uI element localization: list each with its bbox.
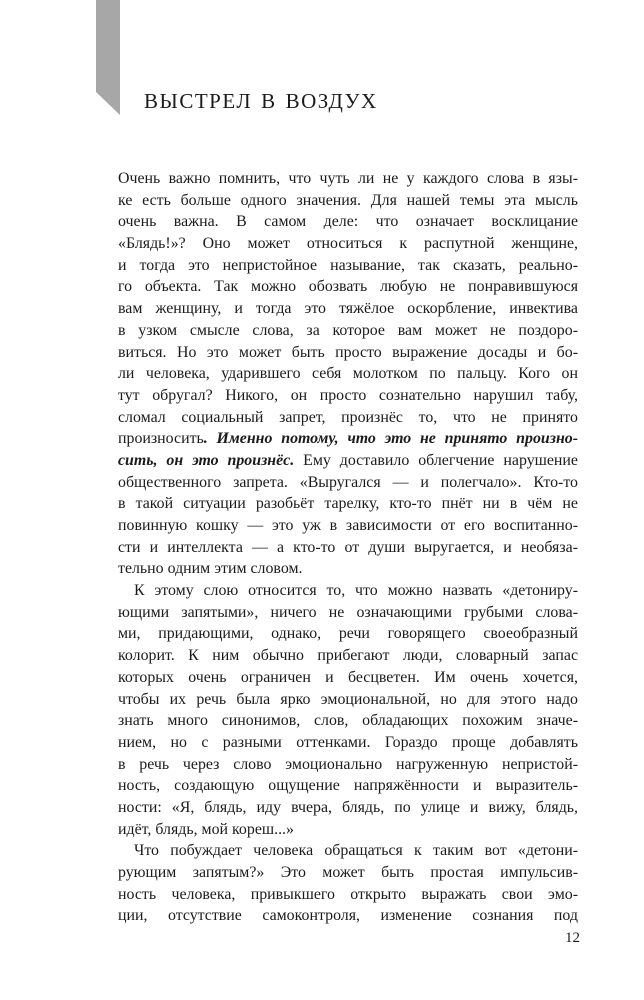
text-line [118, 840, 578, 862]
line-text: в речь через слово эмоционально нагруженную непристой- [118, 755, 578, 773]
line-text: вам женщину, и тогда это тяжёлое оскорбление, инвектива [118, 300, 578, 318]
text-line [118, 233, 578, 255]
text-line [118, 754, 578, 776]
text-line [118, 819, 578, 841]
line-text: сти и интеллекта — а кто-то от души выругается, и необяза- [118, 538, 578, 556]
line-text: виться. Но это может быть просто выражение досады и бо- [118, 343, 578, 361]
text-line [118, 190, 578, 212]
page-number: 12 [565, 930, 580, 946]
line-text: Что побуждает человека обращаться к таким вот «детони- [134, 842, 578, 860]
line-text: ли человека, ударившего себя молотком по пальцу. Кого он [118, 365, 578, 383]
text-line [118, 493, 578, 515]
line-text: ми, придающими, однако, речи говорящего своеобразный [118, 625, 578, 643]
text-line [118, 428, 578, 450]
line-text: идёт, блядь, мой кореш...» [118, 820, 294, 838]
text-line [118, 211, 578, 233]
text-line [118, 623, 578, 645]
emphasized-text: . Именно потому, что это не принято произно- [203, 430, 578, 448]
line-text: произносить [118, 430, 204, 448]
line-text: знать много синонимов, слов, обладающих похожим значе- [118, 712, 578, 730]
text-line [118, 905, 578, 927]
text-line [118, 255, 578, 277]
text-line [118, 775, 578, 797]
text-line [118, 363, 578, 385]
text-line [118, 276, 578, 298]
text-line [118, 797, 578, 819]
text-line [118, 515, 578, 537]
chapter-title: выстрел в воздух [144, 82, 378, 115]
line-text: ность, создающую ощущение напряжённости и выразитель- [118, 777, 578, 795]
text-line [118, 385, 578, 407]
text-line [118, 298, 578, 320]
text-line [118, 537, 578, 559]
text-line [118, 710, 578, 732]
line-text: тельно одним этим словом. [118, 560, 303, 578]
line-text: го объекта. Так можно обозвать любую не понравившуюся [118, 278, 578, 296]
body-text [118, 168, 578, 927]
line-text: сломал социальный запрет, произнёс то, что не принято [118, 408, 578, 426]
line-text: в такой ситуации разобьёт тарелку, кто-то пнёт ни в чём не [118, 495, 578, 513]
text-line [118, 732, 578, 754]
line-text: ющими запятыми», ничего не означающими грубыми слова- [118, 603, 578, 621]
text-line [118, 450, 578, 472]
text-line [118, 689, 578, 711]
line-text: ке есть больше одного значения. Для нашей темы эта мысль [118, 191, 578, 209]
line-text: «Блядь!»? Оно может относиться к распутной женщине, [118, 235, 578, 253]
text-line [118, 580, 578, 602]
text-line [118, 558, 578, 580]
text-line [118, 884, 578, 906]
text-line [118, 320, 578, 342]
text-line [118, 645, 578, 667]
line-text: Очень важно помнить, что чуть ли не у каждого слова в язы- [118, 170, 578, 187]
emphasized-text: сить, он это произнёс. [118, 451, 295, 469]
text-line [118, 862, 578, 884]
chapter-bookmark-ribbon [96, 0, 120, 115]
line-text: чтобы их речь была ярко эмоциональной, но для этого надо [118, 690, 578, 708]
line-text: рующим запятым?» Это может быть простая импульсив- [118, 864, 578, 881]
text-line [118, 407, 578, 429]
line-text: ции, отсутствие самоконтроля, изменение сознания под [118, 907, 578, 925]
line-text: очень важна. В самом деле: что означает восклицание [118, 213, 578, 231]
line-text: Ему доставило облегчение нарушение [294, 451, 578, 469]
line-text: нием, но с разными оттенками. Гораздо проще добавлять [118, 733, 578, 751]
line-text: в узком смысле слова, за которое вам может не поздоро- [118, 321, 578, 339]
line-text: ности: «Я, блядь, иду вчера, блядь, по улице и вижу, блядь, [118, 798, 578, 816]
bookmark-ribbon-shape [96, 0, 120, 115]
text-line [118, 168, 578, 190]
line-text: колорит. К ним обычно прибегают люди, словарный запас [118, 647, 578, 665]
line-text: тут обругал? Никого, он просто сознательно нарушил табу, [118, 386, 578, 404]
line-text: и тогда это непристойное называние, так сказать, реально- [118, 256, 578, 274]
text-line [118, 602, 578, 624]
line-text: ность человека, привыкшего открыто выражать свои эмо- [118, 885, 578, 903]
text-line [118, 342, 578, 364]
line-text: К этому слою относится то, что можно назвать «детониру- [134, 582, 578, 600]
line-text: которых очень ограничен и бесцветен. Им очень хочется, [118, 668, 578, 686]
text-line [118, 472, 578, 494]
text-line [118, 667, 578, 689]
line-text: общественного запрета. «Выругался — и полегчало». Кто-то [118, 473, 578, 491]
line-text: повинную кошку — это уж в зависимости от его воспитанно- [118, 517, 578, 534]
